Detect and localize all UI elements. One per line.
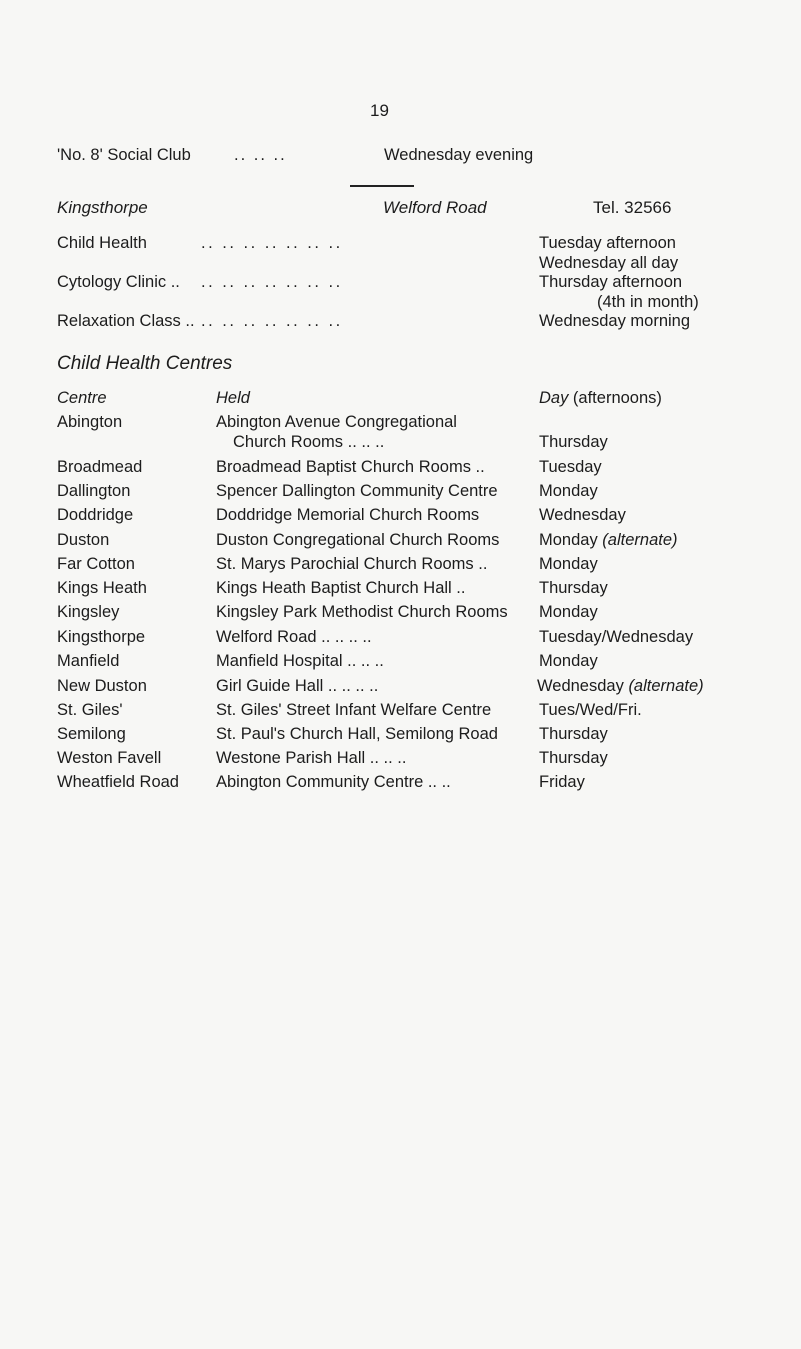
centre-name: Broadmead xyxy=(57,458,143,476)
centre-day: Thursday xyxy=(539,433,608,451)
centre-day: Friday xyxy=(539,773,585,791)
column-header-day-qualifier: (afternoons) xyxy=(568,389,662,407)
centre-name: Kingsley xyxy=(57,603,120,621)
centre-name: New Duston xyxy=(57,677,147,695)
column-header-day xyxy=(539,388,662,408)
centre-name: Weston Favell xyxy=(57,749,162,767)
centre-day: Thursday xyxy=(539,725,608,743)
centre-day: Monday xyxy=(539,652,598,670)
centre-name: Wheatfield Road xyxy=(57,773,179,791)
centre-venue: Broadmead Baptist Church Rooms .. xyxy=(216,458,485,476)
dot-leader: .. .. .. .. .. .. .. xyxy=(201,234,343,252)
telephone-number: Tel. 32566 xyxy=(593,198,672,217)
social-club-name: 'No. 8' Social Club xyxy=(57,146,191,164)
centre-day-note: (alternate) xyxy=(628,677,704,695)
column-header-held: Held xyxy=(216,389,250,407)
service-time: Thursday afternoon xyxy=(539,273,683,291)
centre-name: Abington xyxy=(57,413,123,431)
social-club-time: Wednesday evening xyxy=(384,146,534,164)
centre-day: Tues/Wed/Fri. xyxy=(539,701,642,719)
centre-venue: Duston Congregational Church Rooms xyxy=(216,531,500,549)
centre-day-note: (alternate) xyxy=(602,531,678,549)
centre-day: Tuesday/Wednesday xyxy=(539,628,694,646)
service-time: Tuesday afternoon xyxy=(539,234,676,252)
page-number: 19 xyxy=(370,101,389,120)
column-header-centre: Centre xyxy=(57,389,107,407)
service-time: (4th in month) xyxy=(597,293,699,311)
centre-day-value: Wednesday xyxy=(537,677,624,695)
centre-day: Monday xyxy=(539,603,598,621)
service-label: Cytology Clinic .. xyxy=(57,273,180,291)
dot-leader: .. .. .. .. .. .. .. xyxy=(201,273,343,291)
centre-day: Tuesday xyxy=(539,458,602,476)
centre-venue: Kingsley Park Methodist Church Rooms xyxy=(216,603,508,621)
centre-venue: Girl Guide Hall .. .. .. .. xyxy=(216,677,379,695)
centre-venue: Westone Parish Hall .. .. .. xyxy=(216,749,407,767)
centre-name: Duston xyxy=(57,531,110,549)
service-label: Relaxation Class .. xyxy=(57,312,195,330)
centre-day: Monday xyxy=(539,555,598,573)
centre-venue: Spencer Dallington Community Centre xyxy=(216,482,498,500)
service-time: Wednesday all day xyxy=(539,254,679,272)
centre-day: Monday xyxy=(539,482,598,500)
dot-leader: .. .. .. .. .. .. .. xyxy=(201,312,343,330)
centre-name: Dallington xyxy=(57,482,131,500)
centre-venue: Manfield Hospital .. .. .. xyxy=(216,652,384,670)
centre-venue: Doddridge Memorial Church Rooms xyxy=(216,506,480,524)
centre-venue: St. Marys Parochial Church Rooms .. xyxy=(216,555,488,573)
centre-day-value: Monday xyxy=(539,531,598,549)
centre-venue: Kings Heath Baptist Church Hall .. xyxy=(216,579,466,597)
centre-name: Kingsthorpe xyxy=(57,628,146,646)
social-club-leader: .. .. .. xyxy=(234,146,287,164)
centre-venue: Church Rooms .. .. .. xyxy=(233,433,385,451)
divider-rule xyxy=(350,185,414,187)
centre-day xyxy=(539,530,678,550)
service-label: Child Health xyxy=(57,234,147,252)
centre-day: Thursday xyxy=(539,749,608,767)
centre-venue: Abington Community Centre .. .. xyxy=(216,773,451,791)
centre-day: Wednesday xyxy=(539,506,626,524)
centre-name: Manfield xyxy=(57,652,120,670)
section-heading: Child Health Centres xyxy=(57,353,233,374)
service-time: Wednesday morning xyxy=(539,312,691,330)
centre-name: St. Giles' xyxy=(57,701,123,719)
centre-day xyxy=(537,676,704,696)
column-header-day-label: Day xyxy=(539,389,569,407)
centre-venue: St. Paul's Church Hall, Semilong Road xyxy=(216,725,498,743)
centre-venue: St. Giles' Street Infant Welfare Centre xyxy=(216,701,492,719)
centre-name: Semilong xyxy=(57,725,126,743)
centre-name: Kings Heath xyxy=(57,579,147,597)
kingsthorpe-heading: Kingsthorpe xyxy=(57,198,148,217)
centre-name: Far Cotton xyxy=(57,555,135,573)
centre-venue: Welford Road .. .. .. .. xyxy=(216,628,372,646)
centre-venue: Abington Avenue Congregational xyxy=(216,413,457,431)
centre-day: Thursday xyxy=(539,579,608,597)
welford-road-heading: Welford Road xyxy=(383,198,487,217)
centre-name: Doddridge xyxy=(57,506,134,524)
